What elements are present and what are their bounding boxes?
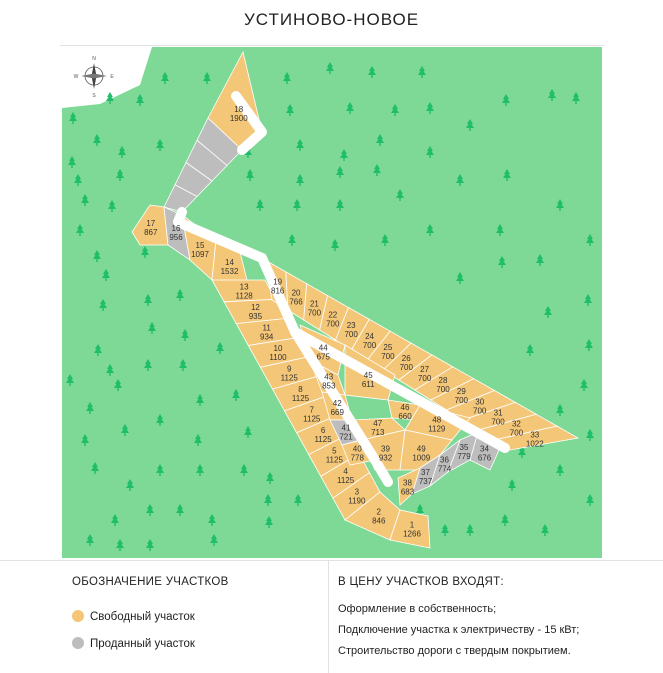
plot-number: 49 [416,444,426,454]
plot-number: 11 [262,323,271,333]
plot-number: 38 [403,478,412,488]
plot-area: 1100 [269,352,287,362]
includes-item: Подключение участка к электричеству - 15 кВт; [338,624,580,636]
plot-area: 1125 [280,373,298,383]
plot-number: 8 [298,385,303,394]
plot-area: 700 [307,308,322,318]
plot-area: 1125 [314,435,332,445]
plot-number: 25 [383,343,393,353]
plot-number: 13 [239,282,249,292]
plot-area: 1190 [348,496,366,506]
plot-area: 700 [381,352,395,362]
divider-top [60,45,604,46]
plot-number: 28 [438,375,448,385]
plot-area: 669 [330,407,344,417]
plot-number: 32 [511,419,521,429]
plot-number: 44 [318,343,328,353]
plot-number: 39 [381,444,390,454]
plot-number: 47 [373,419,383,428]
plot-number: 19 [273,277,283,287]
compass-rose-icon [74,56,115,99]
free-dot-icon [72,610,84,622]
plot-number: 33 [530,430,540,440]
plot-area: 816 [271,286,285,296]
plot-area: 1009 [412,453,431,463]
legend-free-label: Свободный участок [90,611,195,623]
plot-area: 700 [436,384,450,394]
legend-title: ОБОЗНАЧЕНИЕ УЧАСТКОВ [72,576,229,588]
plot-area: 935 [248,311,263,321]
plot-number: 30 [475,397,485,407]
plot-area: 700 [454,395,469,405]
plot-number: 48 [432,415,442,425]
plot-area: 1900 [229,114,248,123]
plot-area: 1125 [325,455,343,465]
plot-number: 46 [400,402,410,412]
plot-number: 42 [332,398,342,408]
includes-title: В ЦЕНУ УЧАСТКОВ ВХОДЯТ: [338,576,504,588]
plot-number: 18 [234,105,244,114]
plot-number: 27 [420,364,430,374]
plot-number: 5 [332,446,337,456]
plot-area: 853 [322,381,336,391]
plot-area: 934 [260,332,274,342]
plot-area: 676 [477,453,492,463]
plot-number: 31 [493,408,503,418]
plot-number: 17 [146,218,156,228]
plot-area: 779 [457,452,471,461]
compass-n: N [92,56,96,62]
plot-area: 700 [417,373,432,383]
plot-area: 660 [398,411,412,421]
plot-area: 713 [371,428,385,437]
plot-area: 1022 [525,439,544,449]
plot-number: 23 [346,321,356,331]
sold-dot-icon [72,637,84,649]
divider-vertical [328,560,329,673]
plot-number: 10 [273,343,283,353]
plot-area: 700 [399,363,413,372]
plot-number: 43 [324,372,334,382]
plot-number: 29 [456,386,466,396]
plot-area: 1532 [220,267,239,276]
plot-area: 675 [316,352,330,362]
plot-number: 22 [328,310,338,320]
plot-area: 778 [350,453,364,463]
plot-area: 867 [144,227,158,237]
plot-area: 774 [437,464,452,474]
plot-area: 683 [400,487,415,497]
plot-number: 35 [459,443,469,452]
plot-number: 34 [480,444,489,454]
plot-area: 956 [169,232,183,242]
plot-number: 2 [376,507,381,517]
plot-number: 26 [401,354,411,363]
plot-number: 21 [309,299,319,309]
plot-number: 41 [341,423,351,433]
plot-number: 9 [287,364,292,374]
plot-number: 24 [365,332,374,342]
plot-number: 1 [409,520,415,530]
plot-area: 932 [378,453,393,463]
plot-number: 20 [291,288,301,298]
plot-number: 37 [421,467,430,477]
plot-area: 700 [362,341,377,351]
compass-e: E [110,74,114,80]
plot-area: 700 [473,406,487,416]
plot-area: 1266 [403,529,421,539]
plot-area: 1125 [291,394,310,403]
plot-area: 1129 [428,424,446,434]
plot-number: 36 [440,455,449,465]
plot-number: 12 [250,302,260,312]
plot-area: 846 [372,516,386,526]
plot-number: 45 [363,370,373,380]
plot-number: 7 [309,405,314,415]
plot-area: 700 [491,417,505,427]
legend-sold-label: Проданный участок [90,638,195,650]
plot-area: 1125 [303,414,321,424]
plot-number: 15 [195,240,205,250]
legend-free [72,610,195,623]
plot-area: 737 [418,476,433,486]
compass-s: S [92,93,96,99]
plot-area: 700 [509,428,524,438]
legend-sold [72,637,195,650]
compass-w: W [73,74,79,80]
plot-number: 6 [320,426,326,436]
includes-item: Оформление в собственность; [338,603,497,615]
plot-number: 4 [343,467,348,477]
map-title: УСТИНОВО-НОВОЕ [243,10,420,29]
plot-number: 16 [171,223,181,233]
plot-number: 40 [352,444,362,454]
plot-area: 1097 [191,249,209,259]
plot-number: 3 [354,487,360,497]
plot-area: 611 [361,379,375,389]
plot-area: 1125 [336,476,355,486]
plot-area: 721 [339,432,353,442]
includes-item: Строительство дороги с твердым покрытием. [338,645,571,657]
plot-area: 766 [289,297,303,307]
plot-area: 1128 [235,291,253,301]
plot-area: 700 [326,319,340,329]
plot-number: 14 [225,258,234,267]
divider-legend [0,560,663,561]
plot-area: 700 [344,330,358,340]
